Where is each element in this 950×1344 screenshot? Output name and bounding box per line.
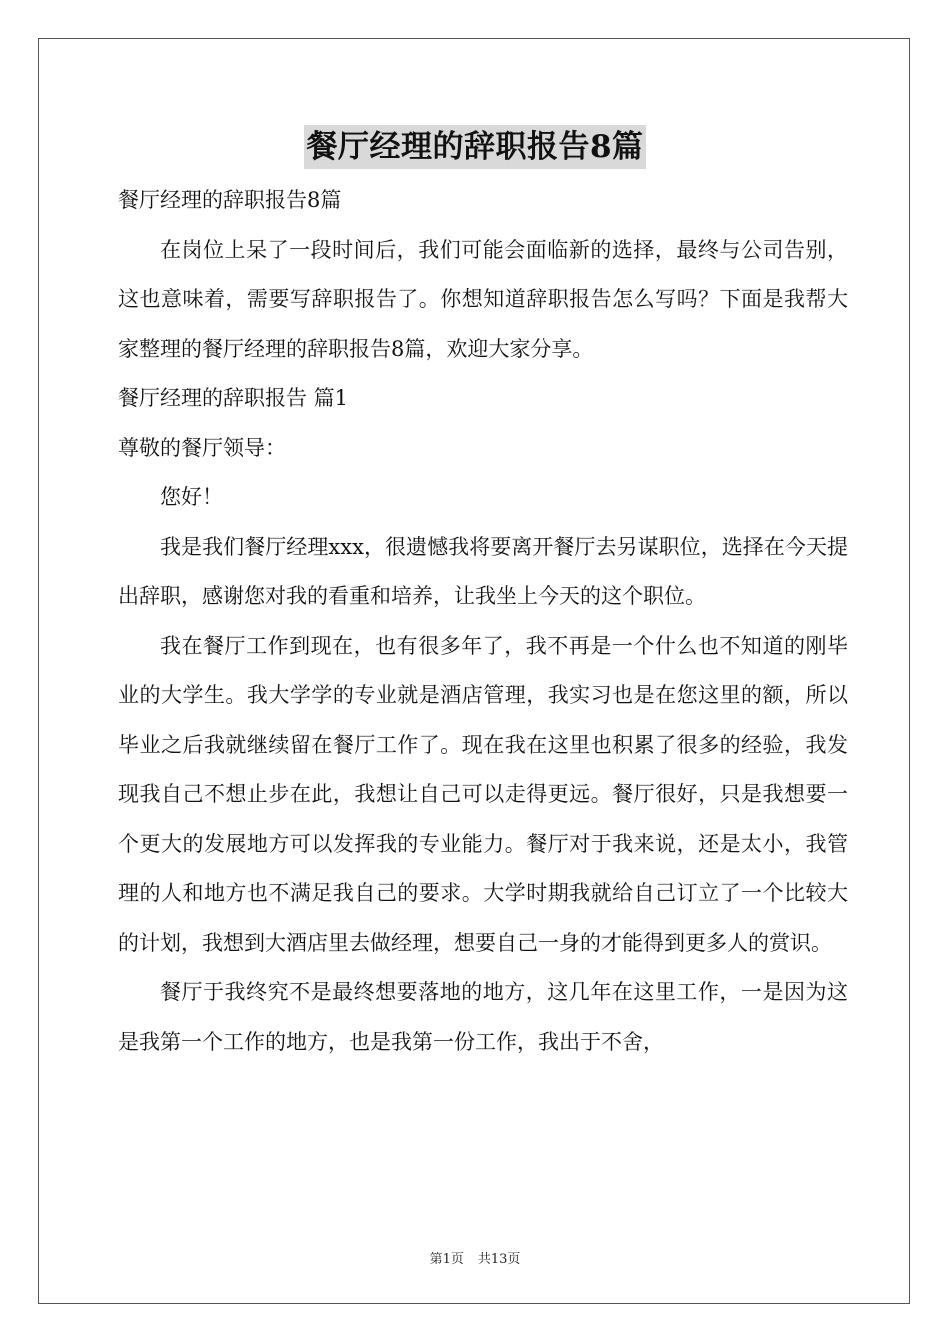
page-footer (0, 1248, 950, 1267)
document-body (118, 176, 848, 1067)
intro-paragraph: 在岗位上呆了一段时间后，我们可能会面临新的选择，最终与公司告别，这也意味着，需要写辞职报告了。你想知道辞职报告怎么写吗？下面是我帮大家整理的餐厅经理的辞职报告8篇，欢迎大家分享。 (118, 237, 848, 361)
title-container (0, 125, 950, 169)
body-paragraph-2: 我在餐厅工作到现在，也有很多年了，我不再是一个什么也不知道的刚毕业的大学生。我大学学的专业就是酒店管理，我实习也是在您这里的额，所以毕业之后我就继续留在餐厅工作了。现在我在这里也积累了很多的经验，我发现我自己不想止步在此，我想让自己可以走得更远。餐厅很好，只是我想要一个更大的发展地方可以发挥我的专业能力。餐厅对于我来说，还是太小，我管理的人和地方也不满足我自己的要求。大学时期我就给自己订立了一个比较大的计划，我想到大酒店里去做经理，想要自己一身的才能得到更多人的赏识。 (118, 633, 848, 955)
page-total: 共13页 (477, 1252, 521, 1267)
section-heading: 餐厅经理的辞职报告 篇1 (118, 386, 349, 410)
document-title: 餐厅经理的辞职报告8篇 (304, 125, 645, 169)
body-paragraph-1: 我是我们餐厅经理xxx，很遗憾我将要离开餐厅去另谋职位，选择在今天提出辞职，感谢您对我的看重和培养，让我坐上今天的这个职位。 (118, 534, 848, 608)
salutation: 尊敬的餐厅领导： (118, 435, 286, 460)
subtitle-line: 餐厅经理的辞职报告8篇 (118, 188, 342, 212)
page-number: 第1页 (429, 1252, 464, 1267)
greeting: 您好！ (160, 485, 223, 509)
body-paragraph-3: 餐厅于我终究不是最终想要落地的地方，这几年在这里工作，一是因为这是我第一个工作的地方，也是我第一份工作，我出于不舍， (118, 980, 848, 1054)
